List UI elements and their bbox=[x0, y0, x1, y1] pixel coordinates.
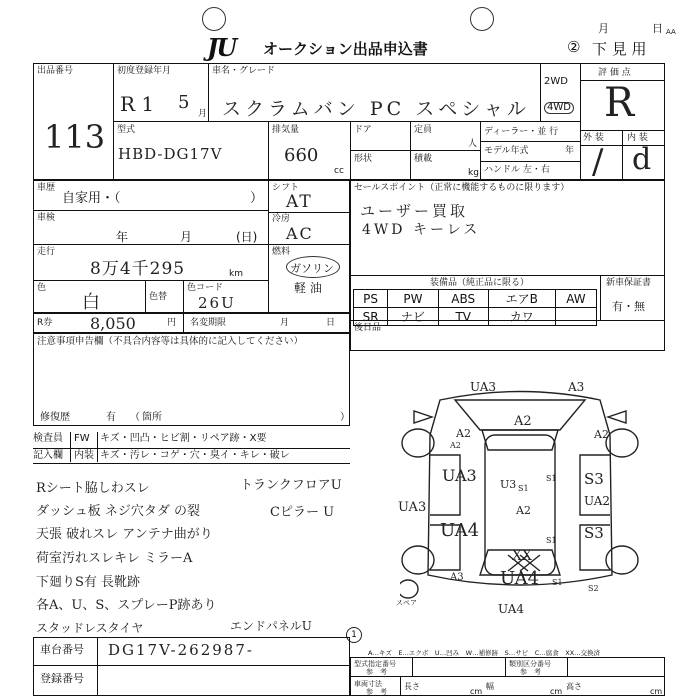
category-close: ） bbox=[250, 191, 264, 206]
damage-mark: S1 bbox=[546, 474, 557, 483]
length-label: 長さ bbox=[404, 682, 420, 691]
model-label: 型式 bbox=[117, 125, 136, 135]
equipment-cell: エアB bbox=[488, 290, 555, 308]
fuel-label: 燃料 bbox=[272, 247, 291, 257]
repair-value: 有 bbox=[106, 412, 116, 423]
doors-label: ドア bbox=[354, 125, 372, 135]
note-line: 天張 破れスレ アンテナ曲がり bbox=[36, 527, 213, 542]
name-change-month: 月 bbox=[280, 318, 290, 328]
entry-items: キズ・汚レ・コゲ・穴・臭イ・キレ・破レ bbox=[100, 450, 290, 461]
after-label: 後日品 bbox=[354, 323, 382, 333]
cm-unit: cm bbox=[550, 687, 563, 696]
repair-bracket-close: ） bbox=[340, 412, 350, 423]
note-line: Rシート脇しわスレ bbox=[36, 481, 150, 496]
fuel-diesel: 軽 油 bbox=[294, 281, 322, 295]
month-unit: 月 bbox=[198, 109, 208, 119]
chassis-value: DG17V-262987- bbox=[108, 641, 254, 659]
aa-label: AA bbox=[666, 28, 676, 36]
warranty-label: 新車保証書 bbox=[606, 278, 652, 288]
equipment-cell: カワ bbox=[488, 308, 555, 326]
damage-mark: S1 bbox=[518, 484, 529, 493]
damage-mark: UA2 bbox=[584, 494, 611, 508]
damage-mark: UA4 bbox=[440, 520, 480, 541]
cm-unit: cm bbox=[650, 687, 663, 696]
color-code-value: 26U bbox=[198, 294, 236, 312]
damage-mark: A3 bbox=[568, 380, 585, 394]
color-value: 白 bbox=[82, 292, 100, 313]
mileage-value: 8万4千295 bbox=[90, 259, 186, 279]
damage-mark: S1 bbox=[546, 536, 557, 545]
inspector-label: 検査員 bbox=[33, 433, 63, 444]
shaken-day: (日) bbox=[236, 230, 258, 244]
sales-point-label: セールスポイント（正常に機能するものに限ります） bbox=[354, 183, 570, 193]
punch-hole bbox=[470, 7, 494, 31]
shift-value: AT bbox=[286, 192, 313, 212]
damage-mark: A2 bbox=[594, 428, 609, 441]
color-code-label: 色コード bbox=[187, 283, 224, 293]
handle-label: ハンドル 左・右 bbox=[484, 165, 550, 175]
displacement-value: 660 bbox=[284, 145, 319, 166]
note-line: Cピラー U bbox=[270, 505, 335, 520]
copy-label: 下 見 用 bbox=[592, 40, 647, 58]
height-label: 高さ bbox=[566, 682, 582, 691]
reference-label: 参 考 bbox=[520, 668, 541, 676]
listing-no: 113 bbox=[44, 118, 106, 156]
equipment-table bbox=[353, 289, 597, 326]
exterior-label: 外 装 bbox=[583, 133, 604, 143]
entry-label: 記入欄 bbox=[33, 450, 63, 461]
shaken-label: 車検 bbox=[37, 213, 56, 223]
equipment-cell bbox=[555, 308, 596, 326]
rating-value: R bbox=[604, 80, 635, 126]
category-value: 自家用・（ bbox=[62, 191, 121, 206]
interior-label: 内 装 bbox=[627, 133, 648, 143]
damage-mark: A2 bbox=[514, 414, 532, 429]
name-change-label: 名変期限 bbox=[190, 318, 227, 328]
first-reg-month: 5 bbox=[178, 92, 190, 113]
yen-unit: 円 bbox=[167, 318, 177, 328]
dimensions-label: 車両寸法 bbox=[354, 680, 382, 688]
note-line: ダッシュ板 ネジ穴タダ の裂 bbox=[36, 504, 201, 519]
note-line: エンドパネルU bbox=[230, 619, 312, 633]
km-unit: km bbox=[229, 269, 243, 279]
load-label: 積載 bbox=[414, 154, 433, 164]
damage-mark: XX bbox=[512, 548, 532, 564]
repair-bracket-open: （ bbox=[130, 412, 140, 423]
spare-label: スペア bbox=[396, 599, 417, 607]
inspector-fw: FW bbox=[74, 433, 90, 444]
damage-mark: UA4 bbox=[498, 602, 525, 616]
ac-value: AC bbox=[286, 224, 314, 243]
listing-no-label: 出品番号 bbox=[37, 66, 74, 76]
type-designation-label: 型式指定番号 bbox=[354, 660, 396, 668]
damage-mark: A2 bbox=[516, 504, 531, 517]
damage-mark: UA3 bbox=[470, 380, 497, 394]
punch-hole bbox=[202, 7, 226, 31]
dealer-label: ディーラー・並 行 bbox=[484, 127, 559, 137]
kg-unit: kg bbox=[468, 168, 479, 178]
damage-mark: S3 bbox=[584, 524, 604, 542]
logo: JU bbox=[207, 33, 236, 62]
interior-grade: d bbox=[632, 142, 652, 177]
r-ticket-label: R券 bbox=[37, 318, 53, 328]
damage-mark: UA3 bbox=[442, 466, 477, 485]
equipment-cell: ナビ bbox=[388, 308, 438, 326]
first-reg-era: R 1 bbox=[120, 92, 155, 116]
circled-mark: 1 bbox=[346, 627, 362, 643]
damage-mark: UA3 bbox=[398, 500, 427, 515]
reference-label: 参 考 bbox=[366, 688, 387, 696]
reg-no-label: 登録番号 bbox=[40, 672, 84, 685]
shaken-month: 月 bbox=[180, 230, 193, 244]
note-line: 荷室汚れスレキレ ミラーA bbox=[36, 551, 193, 566]
note-line: 下廻りS有 長靴跡 bbox=[36, 575, 141, 590]
category-number-label: 類別区分番号 bbox=[509, 660, 551, 668]
equipment-label: 装備品（純正品に限る） bbox=[430, 278, 530, 288]
color-label: 色 bbox=[37, 283, 47, 293]
sales-point-2: 4WD キーレス bbox=[362, 222, 481, 238]
damage-mark: UA4 bbox=[500, 568, 540, 589]
note-line: トランクフロアU bbox=[240, 478, 342, 493]
first-reg-label: 初度登録年月 bbox=[117, 66, 172, 76]
date-day-label: 日 bbox=[652, 22, 663, 35]
category-label: 車歴 bbox=[37, 183, 56, 193]
equipment-cell: PS bbox=[354, 290, 388, 308]
cc-unit: cc bbox=[334, 166, 344, 176]
car-name-label: 車名・グレード bbox=[212, 66, 276, 76]
width-label: 幅 bbox=[486, 682, 494, 691]
shift-label: シフト bbox=[272, 183, 300, 193]
damage-mark: S3 bbox=[584, 470, 604, 488]
equipment-cell: PW bbox=[388, 290, 438, 308]
fuel-circle bbox=[286, 256, 340, 278]
shape-label: 形状 bbox=[354, 154, 373, 164]
equipment-cell: AW bbox=[555, 290, 596, 308]
cm-unit: cm bbox=[470, 687, 483, 696]
persons-unit: 人 bbox=[468, 139, 478, 149]
name-change-day: 日 bbox=[326, 318, 336, 328]
note-line: 各A、U、S、スプレーP跡あり bbox=[36, 598, 217, 613]
mileage-label: 走行 bbox=[37, 247, 56, 257]
damage-mark: A2 bbox=[450, 441, 461, 450]
shaken-year: 年 bbox=[116, 230, 129, 244]
form-title: オークション出品申込書 bbox=[263, 40, 428, 58]
entry-int: 内装 bbox=[74, 450, 94, 461]
drive-2wd: 2WD bbox=[544, 76, 568, 87]
displacement-label: 排気量 bbox=[272, 125, 300, 135]
capacity-label: 定員 bbox=[414, 125, 433, 135]
chassis-label: 車台番号 bbox=[40, 643, 84, 656]
legend-codes: A…キズ E…エクボ U…凹み W…補修跡 S…サビ C…腐食 XX…交換済 bbox=[368, 649, 601, 657]
damage-mark: S1 bbox=[552, 578, 563, 587]
car-name: スクラムバン PC スペシャル bbox=[222, 98, 530, 120]
exterior-grade: / bbox=[592, 142, 604, 182]
note-line: スタッドレスタイヤ bbox=[36, 621, 144, 635]
reference-label: 参 考 bbox=[366, 668, 387, 676]
damage-mark: S2 bbox=[588, 584, 599, 593]
repair-place: 箇所 bbox=[142, 412, 162, 423]
color-change-label: 色替 bbox=[149, 292, 168, 302]
notes-label: 注意事項申告欄（不具合内容等は具体的に記入してください） bbox=[37, 336, 304, 347]
equipment-cell: TV bbox=[438, 308, 488, 326]
circled-number: ② bbox=[567, 38, 581, 56]
damage-mark: U3 bbox=[500, 478, 517, 491]
year-unit: 年 bbox=[565, 146, 575, 156]
ac-label: 冷房 bbox=[272, 214, 291, 224]
warranty-value: 有・無 bbox=[612, 300, 645, 313]
date-month-label: 月 bbox=[598, 22, 609, 35]
rating-label: 評 価 点 bbox=[598, 68, 631, 78]
damage-mark: A3 bbox=[450, 572, 464, 583]
model-value: HBD-DG17V bbox=[118, 145, 223, 163]
sales-point-1: ユーザー買取 bbox=[360, 202, 469, 220]
r-ticket-value: 8,050 bbox=[90, 314, 136, 333]
equipment-cell: SR bbox=[354, 308, 388, 326]
repair-label: 修復歴 bbox=[40, 412, 70, 423]
fuel-gasoline: ガソリン bbox=[290, 262, 334, 275]
equipment-cell: ABS bbox=[438, 290, 488, 308]
model-year-label: モデル年式 bbox=[484, 146, 529, 156]
inspector-items: キズ・凹凸・ヒビ割・リペア跡・X要 bbox=[100, 433, 267, 444]
drive-4wd-circled: 4WD bbox=[544, 102, 574, 114]
damage-mark: A2 bbox=[456, 427, 471, 440]
